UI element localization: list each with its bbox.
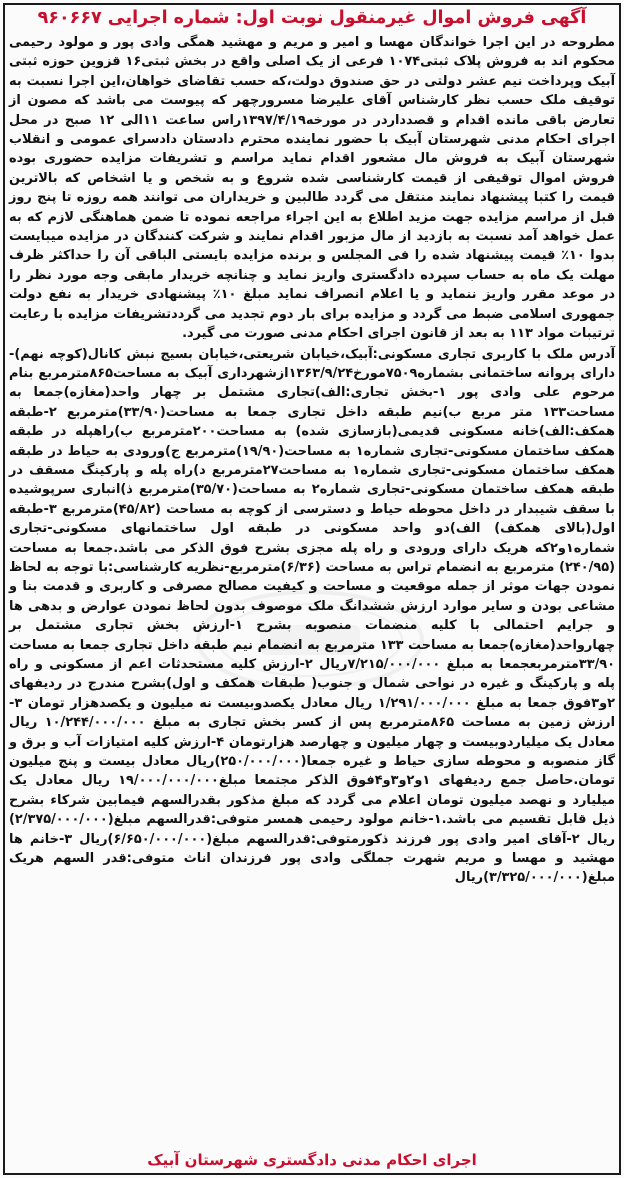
notice-title: آگهی فروش اموال غیرمنقول نوبت اول: شماره اجرایی ۹۶۰۶۶۷ <box>37 8 587 28</box>
notice-signature: اجرای احکام مدنی دادگستری شهرستان آبیک <box>147 1151 477 1169</box>
notice-body <box>9 33 615 888</box>
property-details-paragraph: آدرس ملک با کاربری تجاری مسکونی:آبیک،خیابان شریعتی،خیابان بسیج نبش کانال(کوچه نهم)-دارای پروانه ساختمانی بشماره۷۵۰۹مورخ۱۳۶۳/۹/۲۴ازشهرداری آبیک به مساحت۸۶۵مترمربع بنام مرحوم علی وادی پور ۱-بخش تجاری:الف)تجاری مشتمل بر چهار واحد(مغازه)جمعا به مساحت۱۳۳ متر مربع ب)نیم طبقه داخل تجاری جمعا به مساحت(۳۳/۹۰)مترمربع ۲-طبقه همکف:الف)خانه مسکونی قدیمی(بازسازی شده) به مساحت۲۰۰مترمربع ب)راهپله در طبقه همکف ساختمان مسکونی-تجاری شماره۱ به مساحت(۱۹/۹۰)مترمربع ج)ورودی به حیاط در طبقه همکف ساختمان مسکونی-تجاری شماره۱ به مساحت۲۷مترمربع د)راه پله و پارکینگ مسقف در طبقه همکف ساختمان مسکونی-تجاری شماره۲ به مساحت(۳۵/۷۰)مترمربع ذ)انباری سرپوشیده با سقف شیبدار در داخل محوطه حیاط و دسترسی از کوچه به مساحت (۴۵/۸۲)مترمربع ۳-طبقه اول(بالای همکف) الف)دو واحد مسکونی در طبقه اول ساختمانهای مسکونی-تجاری شماره۱و۲که هریک دارای ورودی و راه پله مجزی بشرح فوق الذکر می باشد.جمعا به مساحت (۲۴۰/۹۵) مترمربع به انضمام تراس به مساحت (۶/۳۶)مترمربع-نظریه کارشناسی:با توجه به لحاظ نمودن جهات موثر از جمله موقعیت و مساحت و کیفیت مصالح مصرفی و کاربری و قدمت بنا و مشاعی بودن و سایر موارد ارزش ششدانگ ملک موصوف بدون لحاظ نمودن عوارض و بدهی ها و جرایم احتمالی با کلیه منضمات منصوبه بشرح ۱-ارزش بخش تجاری مشتمل بر چهارواحد(مغازه)جمعا به مساحت ۱۳۳ مترمربع به انضمام نیم طبقه داخل تجاری جمعا به مساحت ۳۳/۹۰مترمربعجمعا به مبلغ ۷/۲۱۵/۰۰۰/۰۰۰ریال ۲-ارزش کلیه مستحدثات اعم از مسکونی و راه پله و پارکینگ و غیره در نواحی شمال و جنوب( طبقات همکف و اول)بشرح مندرج در ردیفهای ۲و۳فوق جمعا به مبلغ ۱/۲۹۱/۰۰۰/۰۰۰ ریال معادل یکصدوبیست نه میلیون و یکصدهزار تومان ۳-ارزش زمین به مساحت ۸۶۵مترمربع پس از کسر بخش تجاری به مبلغ ۱۰/۲۴۴/۰۰۰/۰۰۰ ریال معادل یک میلیاردوبیست و چهار میلیون و چهارصد هزارتومان ۴-ارزش کلیه امتیازات آب و برق و گاز منصوبه و محوطه سازی حیاط و غیره جمعا(۲۵۰/۰۰۰/۰۰۰)ریال معادل بیست و پنج میلیون تومان.حاصل جمع ردیفهای ۱و۲و۳و۴فوق الذکر مجتمعا مبلغ۱۹/۰۰۰/۰۰۰/۰۰۰ ریال معادل یک میلیارد و نهصد میلیون تومان اعلام می گردد که مبلغ مذکور بقدرالسهم فیمابین شرکاء بشرح ذیل قابل تقسیم می باشد.۱-خانم مولود رحیمی همسر متوفی:قدرالسهم مبلغ(۲/۳۷۵/۰۰۰/۰۰۰) ریال ۲-آقای امیر وادی پور فرزند ذکورمتوفی:قدرالسهم مبلغ(۶/۶۵۰/۰۰۰/۰۰۰)ریال ۳-خانم ها مهشید و مهسا و مریم شهرت جملگی وادی پور فرزندان اناث متوفی:قدر السهم هریک مبلغ(۳/۳۲۵/۰۰۰/۰۰۰)ریال <box>9 346 616 886</box>
auction-terms-paragraph: مطروحه در این اجرا خواندگان مهسا و امیر و مریم و مهشید همگی وادی پور و مولود رحیمی محکوم اند به فروش پلاک ثبتی۱۰۷۴ فرعی از یک اصلی واقع در بخش ثبتی۱۶ قزوین حوزه ثبتی آبیک وپرداخت نیم عشر دولتی در حق صندوق دولت،که حسب تقاضای خواهان،این اجرا نسبت به توقیف ملک حسب نظر کارشناس آقای علیرضا مسرورچهر که پیوست می باشد که مصون از تعارض باقی مانده اقدام و قصدداردر در مورخه۱۳۹۷/۴/۱۹راس ساعت ۱۱الی ۱۲ صبح در محل اجرای احکام مدنی شهرستان آبیک با حضور نماینده محترم دادستان دادسرای عمومی و انقلاب شهرستان آبیک به فروش مال مشعور اقدام نماید مراسم و تشریفات مزایده حضوری بوده فروش اموال توقیفی از قیمت کارشناسی شده شروع و به شخص و یا اشخاص که بالاترین قیمت را کتبا پیشنهاد نمایند منتقل می گردد طالبین و خریداران می توانند همه روزه تا پنج روز قبل از مراسم مزایده جهت مزید اطلاع به این اجراء مراجعه نموده تا ضمن هماهنگی لازم که به عمل خواهد آمد نسبت به بازدید از مال مزبور اقدام نمایند و شرکت کنندگان در مزایده میبایست بدوا ۱۰٪ قیمت پیشنهاد شده را فی المجلس و برنده مزایده بایستی الباقی آن را حداکثر ظرف مهلت یک ماه به حساب سپرده دادگستری واریز نماید و چنانچه خریدار مابقی وجه مورد نظر را در موعد مقرر واریز ننماید و یا اعلام انصراف نماید مبلغ ۱۰٪ پیشنهادی خریدار به نفع دولت جمهوری اسلامی ضبط می گردد و مزایده برای بار دوم تجدید می گرددتشریفات مزایده با رعایت ترتیبات مواد ۱۱۳ به بعد از قانون اجرای احکام مدنی صورت می گیرد. <box>9 35 616 342</box>
